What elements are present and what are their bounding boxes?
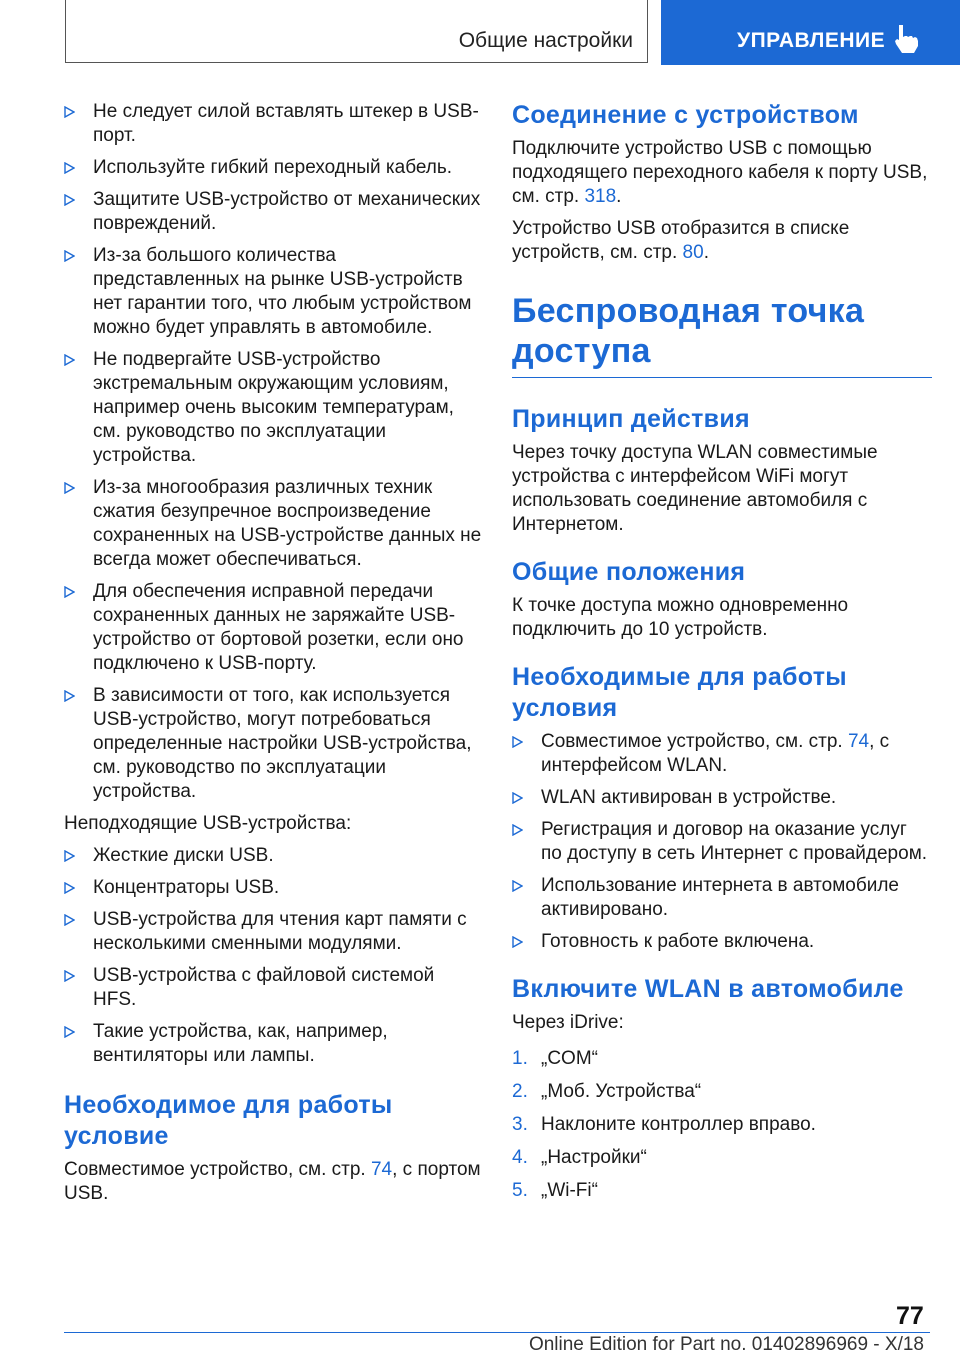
triangle-bullet-icon — [64, 250, 75, 262]
list-item — [512, 930, 932, 954]
list-item — [512, 730, 932, 778]
triangle-bullet-icon — [64, 194, 75, 206]
footer-divider — [64, 1332, 930, 1333]
list-item-text: Не следует силой вставлять штекер в USB-порт. — [93, 101, 479, 146]
list-item — [64, 844, 482, 868]
page-link-318[interactable]: 318 — [584, 186, 617, 207]
triangle-bullet-icon — [64, 850, 75, 862]
triangle-bullet-icon — [64, 482, 75, 494]
list-item-text: , с интерфейсом WLAN. — [541, 731, 890, 776]
list-item — [64, 876, 482, 900]
hotspot-heading: Беспроводная точка доступа — [512, 292, 865, 370]
requirement-text-part: , с портом USB. — [64, 1159, 481, 1204]
list-item — [64, 908, 482, 956]
step-text: „COM“ — [541, 1048, 598, 1069]
header-chapter-tab — [661, 0, 960, 65]
paragraph-text: Устройство USB отобразится в списке устройств, см. стр. — [512, 218, 850, 263]
requirements-list — [512, 730, 932, 954]
list-item — [512, 818, 932, 866]
principle-heading: Принцип действия — [512, 405, 750, 433]
pointing-hand-icon — [894, 24, 920, 54]
list-item-text: Регистрация и договор на оказание услуг по доступу в сеть Интернет с провайдером. — [541, 819, 928, 864]
triangle-bullet-icon — [512, 736, 523, 748]
triangle-bullet-icon — [64, 586, 75, 598]
triangle-bullet-icon — [64, 1026, 75, 1038]
triangle-bullet-icon — [512, 880, 523, 892]
list-item-text: USB-устройства с файловой системой HFS. — [93, 965, 435, 1010]
step-item — [512, 1146, 932, 1170]
list-item-text: Жесткие диски USB. — [93, 845, 274, 866]
enable-wlan-heading: Включите WLAN в автомобиле — [512, 975, 904, 1003]
list-item — [64, 964, 482, 1012]
page-number: 77 — [896, 1302, 924, 1330]
step-number: 4. — [512, 1147, 528, 1168]
list-item — [64, 188, 482, 236]
list-item — [64, 156, 482, 180]
unsuitable-intro: Неподходящие USB-устройства: — [64, 813, 352, 834]
list-item-text: Использование интернета в автомобиле активировано. — [541, 875, 899, 920]
paragraph-text: . — [616, 186, 622, 207]
list-item-text: USB-устройства для чтения карт памяти с несколькими сменными модулями. — [93, 909, 467, 954]
list-item — [64, 476, 482, 572]
list-item — [64, 580, 482, 676]
connection-paragraph-2 — [512, 217, 932, 265]
list-item-text: Из-за многообразия различных техник сжатия безупречное воспроизведение сохраненных на USB-устройстве данных не всегда может обеспечиваться. — [93, 477, 482, 570]
list-item-text: Готовность к работе включена. — [541, 931, 815, 952]
principle-text: Через точку доступа WLAN совместимые устройства с интерфейсом WiFi могут использовать соединение автомобиля с Интернетом. — [512, 442, 878, 535]
list-item — [64, 348, 482, 468]
triangle-bullet-icon — [64, 690, 75, 702]
requirements-heading: Необходимые для работы условия — [512, 663, 847, 722]
triangle-bullet-icon — [64, 970, 75, 982]
step-text: Наклоните контроллер вправо. — [541, 1114, 816, 1135]
footer-edition: Online Edition for Part no. 01402896969 - X/18 — [528, 1334, 924, 1355]
connection-heading: Соединение с устройством — [512, 101, 859, 129]
left-column — [64, 100, 482, 1214]
page-link-80[interactable]: 80 — [682, 242, 704, 263]
step-text: „Моб. Устройства“ — [541, 1081, 702, 1102]
heading-divider — [512, 377, 932, 378]
enable-intro: Через iDrive: — [512, 1012, 624, 1033]
list-item-text: Для обеспечения исправной передачи сохраненных данных не заряжайте USB-устройство от бортовой розетки, если оно подключено к USB-порту. — [93, 581, 464, 674]
general-heading: Общие положения — [512, 558, 746, 586]
triangle-bullet-icon — [64, 914, 75, 926]
list-item — [512, 874, 932, 922]
list-item — [64, 684, 482, 804]
list-item-text: WLAN активирован в устройстве. — [541, 787, 837, 808]
requirement-text — [64, 1158, 482, 1206]
triangle-bullet-icon — [64, 354, 75, 366]
page-link-74[interactable]: 74 — [370, 1159, 393, 1180]
triangle-bullet-icon — [512, 936, 523, 948]
unsuitable-devices-list — [64, 844, 482, 1068]
paragraph-text: . — [703, 242, 709, 263]
list-item — [512, 786, 932, 810]
connection-paragraph-1 — [512, 137, 932, 209]
step-item — [512, 1080, 932, 1104]
general-text: К точке доступа можно одновременно подключить до 10 устройств. — [512, 595, 849, 640]
list-item-text: В зависимости от того, как используется USB-устройство, могут потребоваться определенные настройки USB-устройства, см. руководство по эксплуатации устройства. — [93, 685, 472, 802]
requirement-heading: Необходимое для работы условие — [64, 1091, 393, 1150]
chapter-title: УПРАВЛЕНИЕ — [737, 29, 886, 52]
step-item — [512, 1047, 932, 1071]
list-item-text: Совместимое устройство, см. стр. — [541, 731, 848, 752]
step-text: „Wi-Fi“ — [541, 1180, 598, 1201]
list-item-text: Защитите USB-устройство от механических повреждений. — [93, 189, 481, 234]
list-item — [64, 100, 482, 148]
triangle-bullet-icon — [64, 162, 75, 174]
list-item-text: Не подвергайте USB-устройство экстремальным окружающим условиям, например очень высоким температурам, см. руководство по эксплуатации устройства. — [93, 349, 454, 466]
requirement-text-part: Совместимое устройство, см. стр. — [64, 1159, 371, 1180]
triangle-bullet-icon — [512, 824, 523, 836]
right-column — [512, 100, 932, 1212]
list-item-text: Из-за большого количества представленных на рынке USB-устройств нет гарантии того, что любым устройством можно будет управлять в автомобиле. — [93, 245, 472, 338]
paragraph-text: Подключите устройство USB с помощью подходящего переходного кабеля к порту USB, см. стр. — [512, 138, 928, 207]
step-item — [512, 1179, 932, 1203]
step-number: 2. — [512, 1081, 528, 1102]
header-section-tab — [65, 0, 648, 63]
step-item — [512, 1113, 932, 1137]
triangle-bullet-icon — [64, 882, 75, 894]
page-link-74[interactable]: 74 — [847, 731, 870, 752]
triangle-bullet-icon — [512, 792, 523, 804]
step-number: 3. — [512, 1114, 528, 1135]
list-item-text: Концентраторы USB. — [93, 877, 280, 898]
list-item — [64, 1020, 482, 1068]
list-item — [64, 244, 482, 340]
section-title: Общие настройки — [458, 29, 633, 52]
step-text: „Настройки“ — [541, 1147, 647, 1168]
usb-tips-list — [64, 100, 482, 804]
list-item-text: Используйте гибкий переходный кабель. — [93, 157, 453, 178]
triangle-bullet-icon — [64, 106, 75, 118]
steps-list — [512, 1047, 932, 1203]
list-item-text: Такие устройства, как, например, вентиляторы или лампы. — [93, 1021, 388, 1066]
step-number: 1. — [512, 1048, 528, 1069]
step-number: 5. — [512, 1180, 528, 1201]
